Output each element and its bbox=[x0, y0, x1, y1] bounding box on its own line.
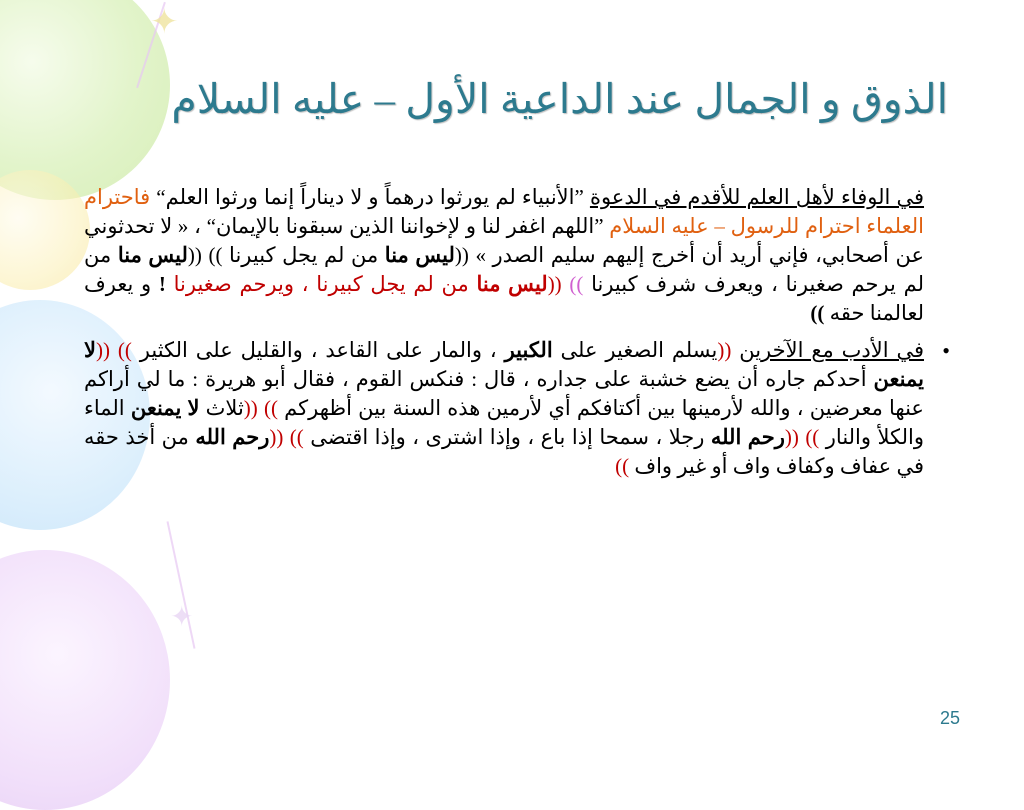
red-text: من لم يجل كبيرنا ، ويرحم صغيرنا bbox=[165, 272, 477, 296]
bold-text: لا يمنعن bbox=[130, 396, 200, 420]
underlined-heading: في الأدب مع الآخرين bbox=[739, 338, 924, 362]
bracket-text: (( bbox=[784, 425, 806, 449]
star-icon: ✦ bbox=[150, 4, 179, 41]
bracket-text: )) bbox=[810, 301, 825, 325]
bracket-text: (( bbox=[547, 272, 570, 296]
paragraph-manners-with-others bbox=[84, 336, 950, 481]
bracket-text: (( bbox=[243, 396, 264, 420]
page-number: 25 bbox=[939, 708, 960, 728]
text: من أخذ حقه في عفاف وكفاف واف أو غير واف bbox=[84, 425, 924, 478]
text: الماء والكلأ والنار bbox=[84, 396, 924, 449]
text: من لم يجل كبيرنا )) (( bbox=[187, 243, 385, 267]
bracket-text: )) bbox=[569, 272, 584, 296]
star-icon: ✦ bbox=[170, 602, 194, 633]
text: رجلا ، سمحا إذا باع ، وإذا اشترى ، وإذا اقتضى bbox=[303, 425, 711, 449]
highlighted-text: فاحترام العلماء احترام للرسول – عليه السلام bbox=[84, 185, 924, 238]
underlined-heading: في الوفاء لأهل العلم للأقدم في الدعوة bbox=[589, 185, 925, 209]
balloon-purple-decoration bbox=[0, 550, 170, 810]
text: ”اللهم اغفر لنا و لإخواننا الذين سبقونا بالإيمان“ ، « لا تحدثوني عن أصحابي، فإني أريد أن أخرج إليهم سليم الصدر » (( bbox=[84, 214, 924, 267]
bold-text: ! bbox=[158, 272, 166, 296]
bold-red-text: ليس منا bbox=[476, 272, 548, 296]
bold-text: الكبير bbox=[504, 338, 553, 362]
text: و يعرف لعالمنا حقه bbox=[84, 272, 924, 325]
text: أحدكم جاره أن يضع خشبة على جداره ، قال : فنكس القوم ، فقال أبو هريرة : ما لي أراكم عنها معرضين ، والله لأرمينها بين أكتافكم أي لأرمين هذه السنة بين أظهركم bbox=[84, 367, 924, 420]
slide-body bbox=[84, 183, 950, 489]
bold-text: رحم الله bbox=[195, 425, 270, 449]
slide-title: الذوق و الجمال عند الداعية الأول – عليه السلام bbox=[171, 76, 948, 122]
text: من لم يرحم صغيرنا ، ويعرف شرف كبيرنا bbox=[84, 243, 924, 296]
bracket-text: )) bbox=[289, 425, 304, 449]
bracket-text: (( bbox=[717, 338, 740, 362]
bold-text: رحم الله bbox=[710, 425, 785, 449]
bracket-text: (( bbox=[95, 338, 118, 362]
bold-text: ليس منا bbox=[384, 243, 455, 267]
bracket-text: )) bbox=[805, 425, 820, 449]
paragraph-loyalty-to-scholars bbox=[84, 183, 924, 328]
bold-text: لا يمنعن bbox=[84, 338, 924, 391]
bracket-text: (( bbox=[269, 425, 290, 449]
text: يسلم الصغير على bbox=[552, 338, 718, 362]
bracket-text: )) bbox=[263, 396, 278, 420]
bracket-text: )) bbox=[615, 454, 630, 478]
text: ، والمار على القاعد ، والقليل على الكثير bbox=[131, 338, 505, 362]
bold-text: ليس منا bbox=[117, 243, 188, 267]
bracket-text: )) bbox=[117, 338, 132, 362]
text: ثلاث bbox=[199, 396, 244, 420]
bullet-icon: • bbox=[942, 338, 950, 363]
text: ”الأنبياء لم يورثوا درهماً و لا ديناراً إنما ورثوا العلم“ bbox=[150, 185, 590, 209]
